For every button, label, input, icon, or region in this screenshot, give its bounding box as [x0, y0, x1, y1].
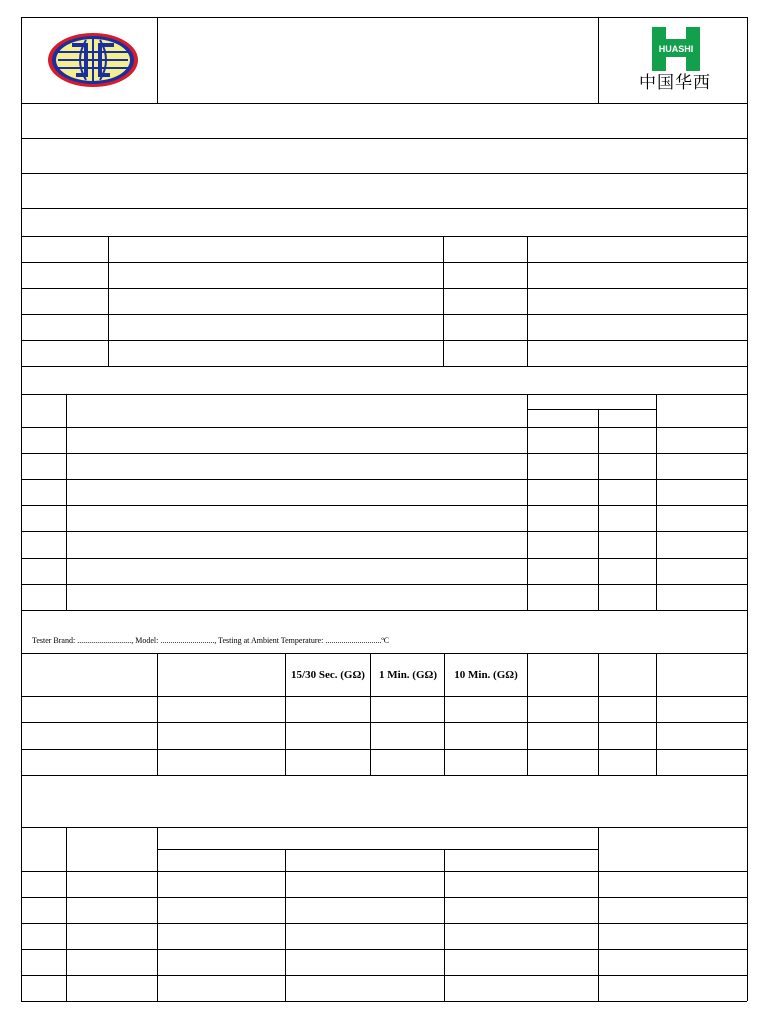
left-logo — [46, 31, 140, 89]
tester-info-line: Tester Brand: ..........................., Model: ..........................., Testing at Ambient Temperature: ............................ºC — [32, 636, 390, 645]
col-header-1-min: 1 Min. (GΩ) — [379, 669, 437, 681]
col-header-15-30-sec: 15/30 Sec. (GΩ) — [291, 669, 365, 681]
huashi-h-logo-icon — [622, 27, 728, 73]
right-logo-caption: 中国华西 — [639, 73, 711, 93]
col-header-10-min: 10 Min. (GΩ) — [454, 669, 518, 681]
brand-text: HUASHI — [658, 44, 694, 54]
globe-emblem-icon — [46, 31, 140, 89]
